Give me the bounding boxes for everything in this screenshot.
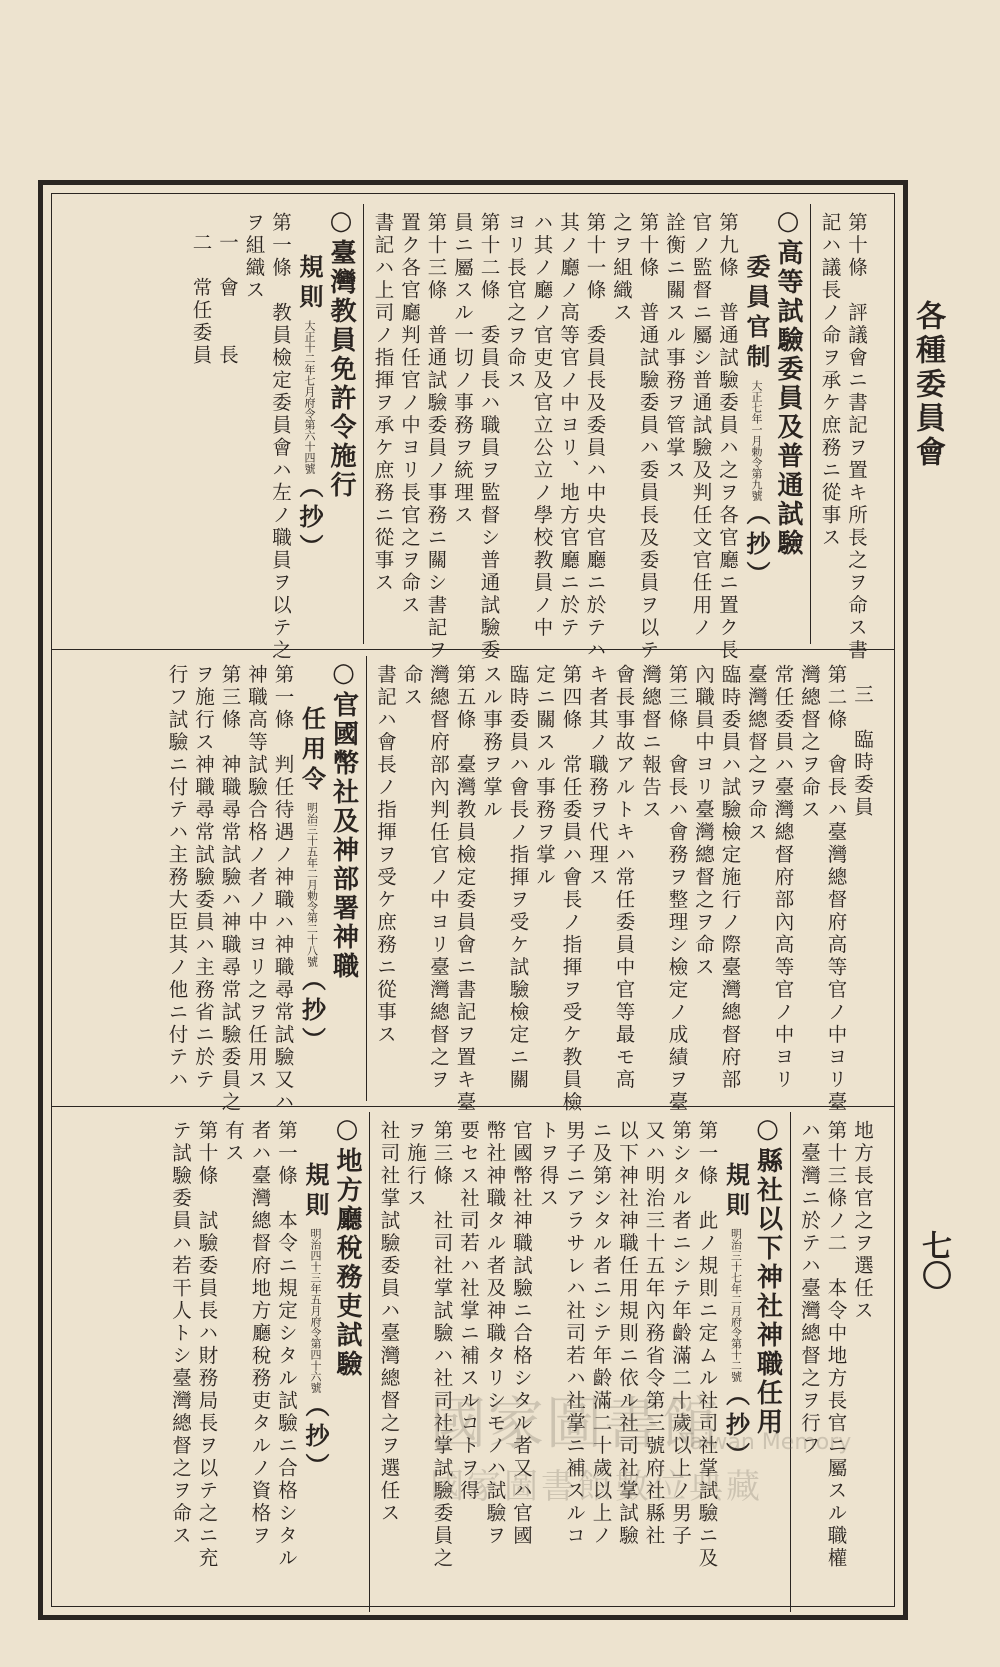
text-column: 者ハ臺灣總督府地方廳稅務吏タルノ資格ヲ — [248, 1120, 272, 1548]
middle-band — [64, 656, 882, 1114]
text-column: 三 臨時委員 — [851, 684, 874, 819]
text-column: 臺灣總督之ヲ命ス — [745, 664, 768, 844]
section-heading: ○高等試驗委員及普通試驗 — [773, 206, 803, 558]
text-column: 幣社神職タル者及神職タリシモノハ試驗ヲ — [483, 1120, 507, 1548]
text-column: 行フ試驗ニ付テハ主務大臣其ノ他ニ付テハ — [165, 664, 189, 1092]
excerpt-mark: （抄） — [295, 474, 324, 564]
text-column: 第十二條 委員長ハ職員ヲ監督シ普通試驗委 — [477, 212, 501, 662]
text-column: ハ其ノ廳ノ官吏及官立公立ノ學校教員ノ中 — [530, 212, 554, 640]
text-column: 命ス — [400, 664, 424, 709]
top-band — [64, 204, 882, 662]
subtitle-text: 委員官制 — [742, 254, 771, 374]
section-divider — [366, 656, 367, 1101]
text-column: 灣總督ニ報告ス — [639, 664, 662, 822]
text-column: 詮衡ニ關スル事務ヲ管掌ス — [663, 212, 686, 482]
text-column: 灣總督之ヲ命ス — [798, 664, 821, 822]
text-column: 第四條 常任委員ハ會長ノ指揮ヲ受ケ教員檢 — [559, 664, 583, 1114]
watermark-line-3: 國家圖書館數位典藏 — [430, 1467, 763, 1507]
text-column: 神職高等試驗合格ノ者ノ中ヨリ之ヲ任用ス — [245, 664, 268, 1092]
text-column: 第一條 教員檢定委員會ハ左ノ職員ヲ以テ之 — [269, 212, 292, 662]
text-column: 第十三條 普通試驗委員ノ事務ニ關シ書記ヲ — [424, 212, 448, 662]
text-column: 臨時委員ハ會長ノ指揮ヲ受ケ試驗檢定ニ關 — [506, 664, 530, 1092]
text-column: 又ハ明治三十五年內務省令第三號府社縣社 — [642, 1120, 666, 1548]
text-column: 地方長官之ヲ選任ス — [851, 1120, 874, 1323]
page-number: 七〇 — [916, 1230, 951, 1290]
text-column: 書記ハ上司ノ指揮ヲ承ケ庶務ニ從事ス — [371, 212, 395, 595]
text-column: ヲ施行ス — [404, 1120, 427, 1210]
text-column: 第十三條ノ二 本令中地方長官ニ屬スル職權 — [824, 1120, 848, 1570]
text-column: キ者其ノ職務ヲ代理ス — [586, 664, 609, 889]
subtitle-text: 規則 — [295, 254, 324, 314]
text-column: 第シタル者ニシテ年齡滿二十歲以上ノ男子 — [669, 1120, 692, 1548]
text-column: 第十條 試驗委員長ハ財務局長ヲ以テ之ニ充 — [195, 1120, 219, 1570]
text-column: 第一條 本令ニ規定シタル試驗ニ合格シタル — [275, 1120, 298, 1570]
text-column: 第十條 普通試驗委員ハ委員長及委員ヲ以テ — [636, 212, 660, 662]
excerpt-mark: （抄） — [721, 1382, 751, 1472]
text-column: 臨時委員ハ試驗檢定施行ノ際臺灣總督府部 — [718, 664, 742, 1092]
section-subtitle — [301, 1112, 330, 1612]
text-column: 第三條 神職尋常試驗ハ神職尋常試驗委員之 — [218, 664, 242, 1114]
text-column: 第三條 社司社掌試驗ハ社司社掌試驗委員之 — [430, 1120, 454, 1570]
section-divider — [790, 1112, 791, 1612]
section-heading: ○官國幣社及神部署神職 — [328, 658, 359, 981]
text-column: 第十一條 委員長及委員ハ中央官廳ニ於テハ — [583, 212, 607, 662]
text-column: 官國幣社神職試驗ニ合格シタル者又ハ官國 — [510, 1120, 533, 1548]
text-column: 第三條 會長ハ會務ヲ整理シ檢定ノ成績ヲ臺 — [665, 664, 689, 1114]
text-column: 社司社掌試驗委員ハ臺灣總督之ヲ選任ス — [377, 1120, 401, 1525]
text-column: ヲ施行ス神職尋常試驗委員ハ主務省ニ於テ — [192, 664, 215, 1092]
section-subtitle — [297, 656, 327, 1101]
text-column: 第十條 評議會ニ書記ヲ置キ所長之ヲ命ス書 — [845, 212, 868, 662]
band-divider-top — [52, 649, 894, 650]
text-column: 會長事故アルトキハ常任委員中官等最モ高 — [612, 664, 636, 1092]
section-divider — [369, 1112, 370, 1612]
text-column: 一 會 長 — [216, 232, 239, 367]
section-heading: ○縣社以下神社神職任用 — [752, 1114, 783, 1437]
text-column: ヲ組織ス — [242, 212, 266, 302]
text-column: 之ヲ組織ス — [610, 212, 633, 325]
frame-inner-border — [51, 193, 895, 1607]
text-column: ヨリ長官之ヲ命ス — [504, 212, 527, 392]
text-column: 以下神社神職任用規則ニ依ル社司社掌試驗 — [616, 1120, 639, 1548]
section-divider — [810, 204, 811, 644]
text-column: 定ニ關スル事務ヲ掌ル — [533, 664, 556, 889]
section-heading: ○地方廳稅務吏試驗 — [332, 1114, 362, 1379]
text-column: テ試驗委員ハ若干人トシ臺灣總督之ヲ命ス — [169, 1120, 192, 1548]
section-subtitle — [295, 204, 324, 644]
text-column: 第二條 會長ハ臺灣總督府高等官ノ中ヨリ臺 — [824, 664, 848, 1114]
text-column: 常任委員ハ臺灣總督府部內高等官ノ中ヨリ — [771, 664, 795, 1092]
text-column: トヲ得ス — [536, 1120, 560, 1210]
enactment-note: 明治四十三年五月府令第四十六號 — [309, 1228, 322, 1393]
text-column: 記ハ議長ノ命ヲ承ケ庶務ニ從事ス — [818, 212, 842, 550]
watermark-line-1: 國家圖書館 — [430, 1392, 720, 1457]
text-column: 書記ハ會長ノ指揮ヲ受ケ庶務ニ從事ス — [374, 664, 397, 1047]
text-column: 其ノ廳ノ高等官ノ中ヨリ、地方官廳ニ於テ — [557, 212, 580, 640]
text-column: 置ク各官廳判任官ノ中ヨリ長官之ヲ命ス — [398, 212, 421, 617]
excerpt-mark: （抄） — [297, 967, 327, 1057]
text-column: 第一條 判任待遇ノ神職ハ神職尋常試驗又ハ — [271, 664, 295, 1114]
excerpt-mark: （抄） — [301, 1393, 330, 1483]
text-column: 內職員中ヨリ臺灣總督之ヲ命ス — [692, 664, 715, 979]
running-title: 各種委員會 — [910, 300, 945, 470]
text-column: ニ及第シタル者ニシテ年齡滿二十歲以上ノ — [589, 1120, 613, 1548]
bottom-band — [64, 1112, 882, 1612]
text-frame — [38, 180, 908, 1620]
text-column: 灣總督府部內判任官ノ中ヨリ臺灣總督之ヲ — [427, 664, 450, 1092]
subtitle-text: 規則 — [721, 1162, 751, 1222]
excerpt-mark: （抄） — [742, 501, 771, 591]
enactment-note: 大正七年一月勅令第九號 — [750, 380, 763, 501]
section-heading: ○臺灣教員免許令施行 — [326, 206, 356, 500]
enactment-note: 大正十二年七月府令第六十四號 — [303, 320, 316, 474]
text-column: ハ臺灣ニ於テハ臺灣總督之ヲ行フ — [798, 1120, 821, 1458]
text-column: 第一條 此ノ規則ニ定ムル社司社掌試驗ニ及 — [695, 1120, 719, 1570]
text-column: 官ノ監督ニ屬シ普通試驗及判任文官任用ノ — [689, 212, 713, 640]
text-column: 男子ニアラサレハ社司若ハ社掌ニ補スルコ — [563, 1120, 586, 1548]
section-subtitle — [742, 204, 771, 644]
watermark-line-2: Taiwan Memory — [680, 1430, 852, 1455]
enactment-note: 明治三十五年二月勅令第二十八號 — [305, 802, 319, 967]
subtitle-text: 任用令 — [297, 706, 327, 796]
subtitle-text: 規則 — [301, 1162, 330, 1222]
text-column: スル事務ヲ掌ル — [480, 664, 503, 822]
text-column: 二 常任委員 — [189, 232, 213, 367]
enactment-note: 明治三十七年二月府令第十二號 — [729, 1228, 743, 1382]
text-column: 有ス — [222, 1120, 245, 1165]
text-column: 第九條 普通試驗委員ハ之ヲ各官廳ニ置ク長 — [716, 212, 739, 662]
text-column: 員ニ屬スル一切ノ事務ヲ統理ス — [451, 212, 474, 527]
text-column: 第五條 臺灣教員檢定委員會ニ書記ヲ置キ臺 — [453, 664, 477, 1114]
text-column: 要セス社司若ハ社掌ニ補スルコトヲ得 — [457, 1120, 480, 1503]
section-divider — [363, 204, 364, 644]
section-subtitle — [721, 1112, 751, 1612]
